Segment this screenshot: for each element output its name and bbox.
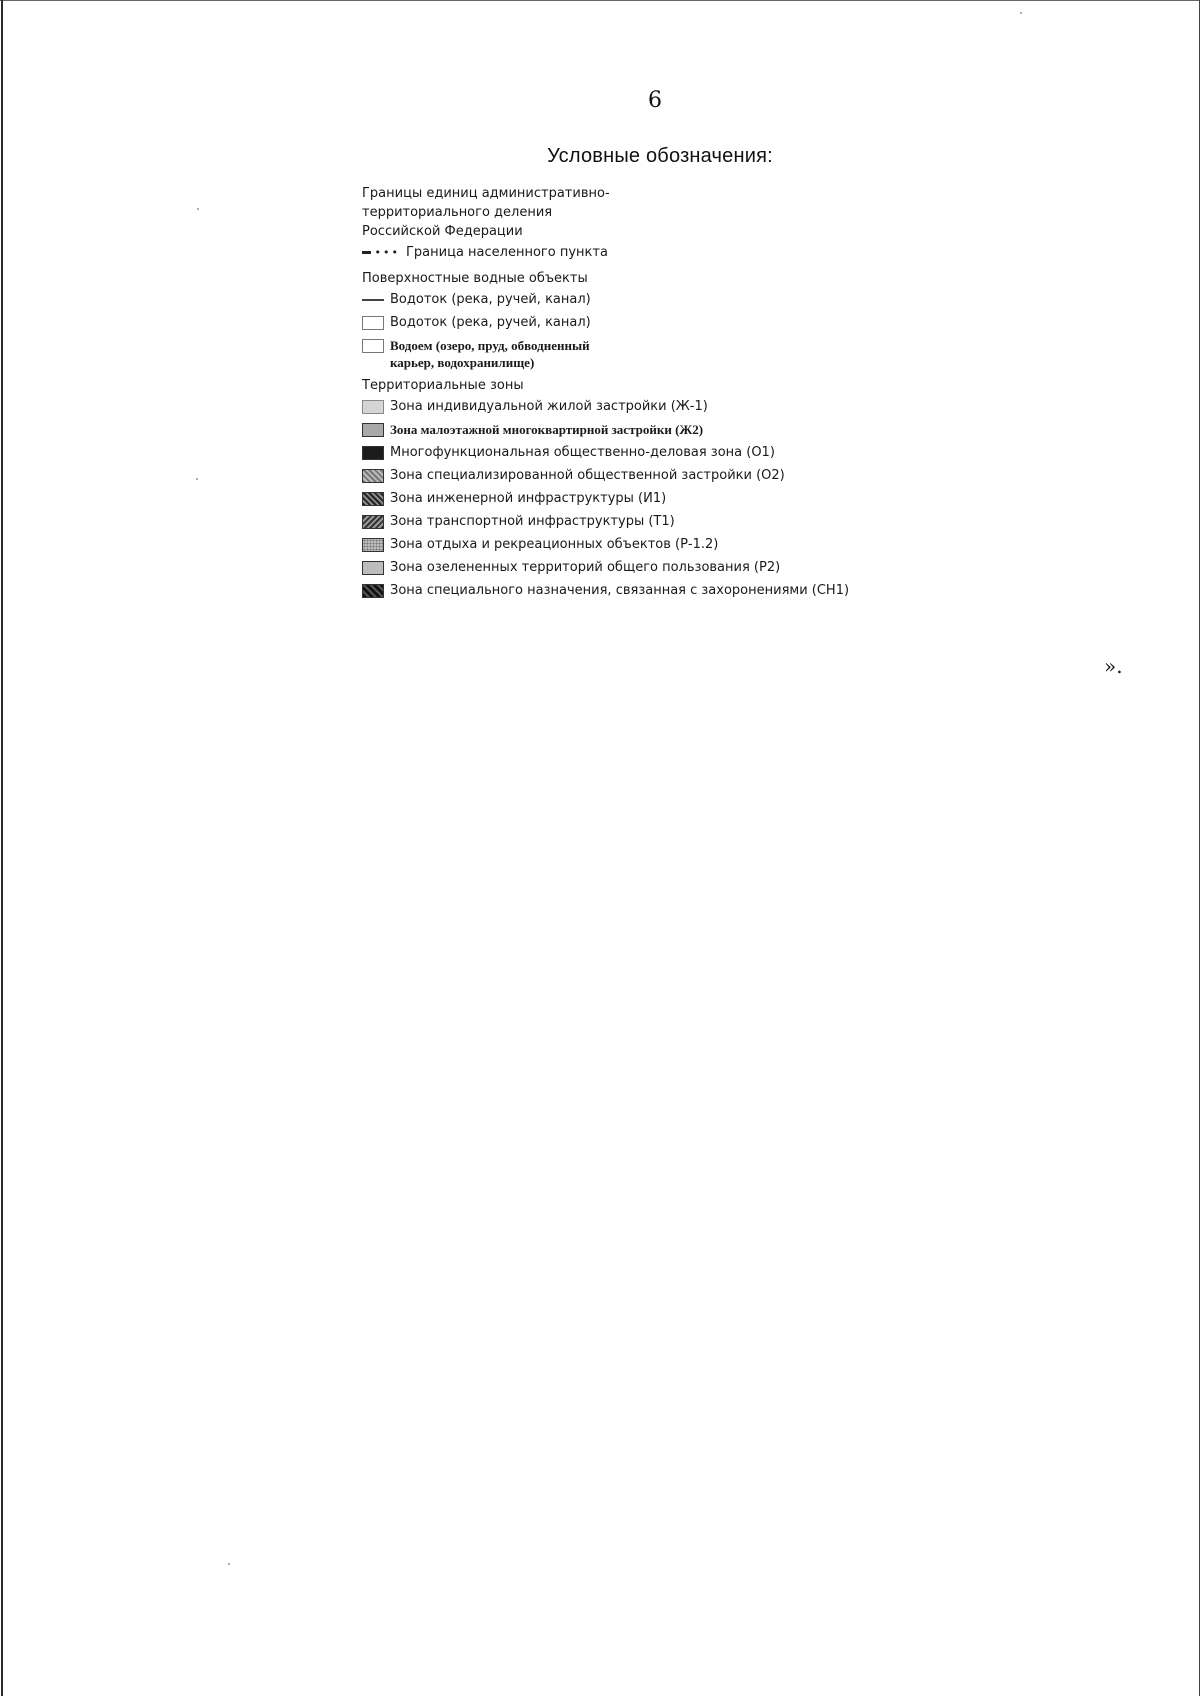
legend-item-settlement-boundary [362,241,922,264]
hatched-swatch-icon [362,469,384,483]
water-objects-heading: Поверхностные водные объекты [362,271,588,286]
scan-speck [197,208,199,210]
admin-boundary-line-2: территориального деления [362,205,553,220]
dark-swatch-icon [362,446,384,460]
legend-label: Зона малоэтажной многоквартирной застройки (Ж2) [390,422,704,437]
cross-hatched-swatch-icon [362,515,384,529]
scan-speck [228,1563,230,1565]
legend-label: Зона озелененных территорий общего пользования (Р2) [390,560,781,575]
legend-label-line-1: Водоем (озеро, пруд, обводненный [390,338,590,353]
admin-boundary-line-3: Российской Федерации [362,224,523,239]
legend-item-zone-o2 [362,464,922,487]
legend-item-zone-r2 [362,556,922,579]
legend-item-stream-area [362,311,922,334]
legend-label: Зона транспортной инфраструктуры (Т1) [390,514,675,529]
map-legend [362,184,922,602]
page-number: 6 [648,88,662,113]
mid-grey-swatch-icon [362,561,384,575]
scan-edge-left [1,0,3,1696]
legend-label: Зона индивидуальной жилой застройки (Ж-1) [390,399,708,414]
legend-item-zone-zh1 [362,395,922,418]
legend-item-stream-line [362,288,922,311]
light-grey-swatch-icon [362,400,384,414]
legend-item-zone-r12 [362,533,922,556]
legend-title: Условные обозначения: [547,145,773,167]
scan-speck [1020,12,1022,14]
scan-speck [196,478,198,480]
dark-hatched-swatch-icon [362,492,384,506]
legend-item-reservoir [362,337,922,371]
legend-label: Водоток (река, ручей, канал) [390,315,591,330]
grey-swatch-icon [362,423,384,437]
legend-item-zone-zh2 [362,418,922,441]
empty-swatch-icon [362,339,384,353]
empty-swatch-icon [362,316,384,330]
legend-item-zone-t1 [362,510,922,533]
scan-edge-top [0,0,1200,1]
legend-item-zone-o1 [362,441,922,464]
legend-label: Зона отдыха и рекреационных объектов (Р-1.2) [390,537,719,552]
closing-quote-mark: ». [1104,654,1123,678]
dotted-swatch-icon [362,538,384,552]
legend-item-zone-sn1 [362,579,922,602]
legend-label: Зона специального назначения, связанная с захоронениями (СН1) [390,583,850,598]
black-hatched-swatch-icon [362,584,384,598]
legend-label: Зона специализированной общественной застройки (О2) [390,468,785,483]
legend-label: Многофункциональная общественно-деловая зона (О1) [390,445,775,460]
legend-label-line-2: карьер, водохранилище) [390,355,535,370]
thin-line-icon [362,299,384,301]
legend-label: Граница населенного пункта [406,245,608,260]
territorial-zones-heading: Территориальные зоны [362,378,524,393]
legend-label: Зона инженерной инфраструктуры (И1) [390,491,667,506]
dash-dot-line-icon: ••• [362,248,400,258]
legend-item-zone-i1 [362,487,922,510]
admin-boundary-line-1: Границы единиц административно- [362,186,610,201]
legend-label: Водоток (река, ручей, канал) [390,292,591,307]
